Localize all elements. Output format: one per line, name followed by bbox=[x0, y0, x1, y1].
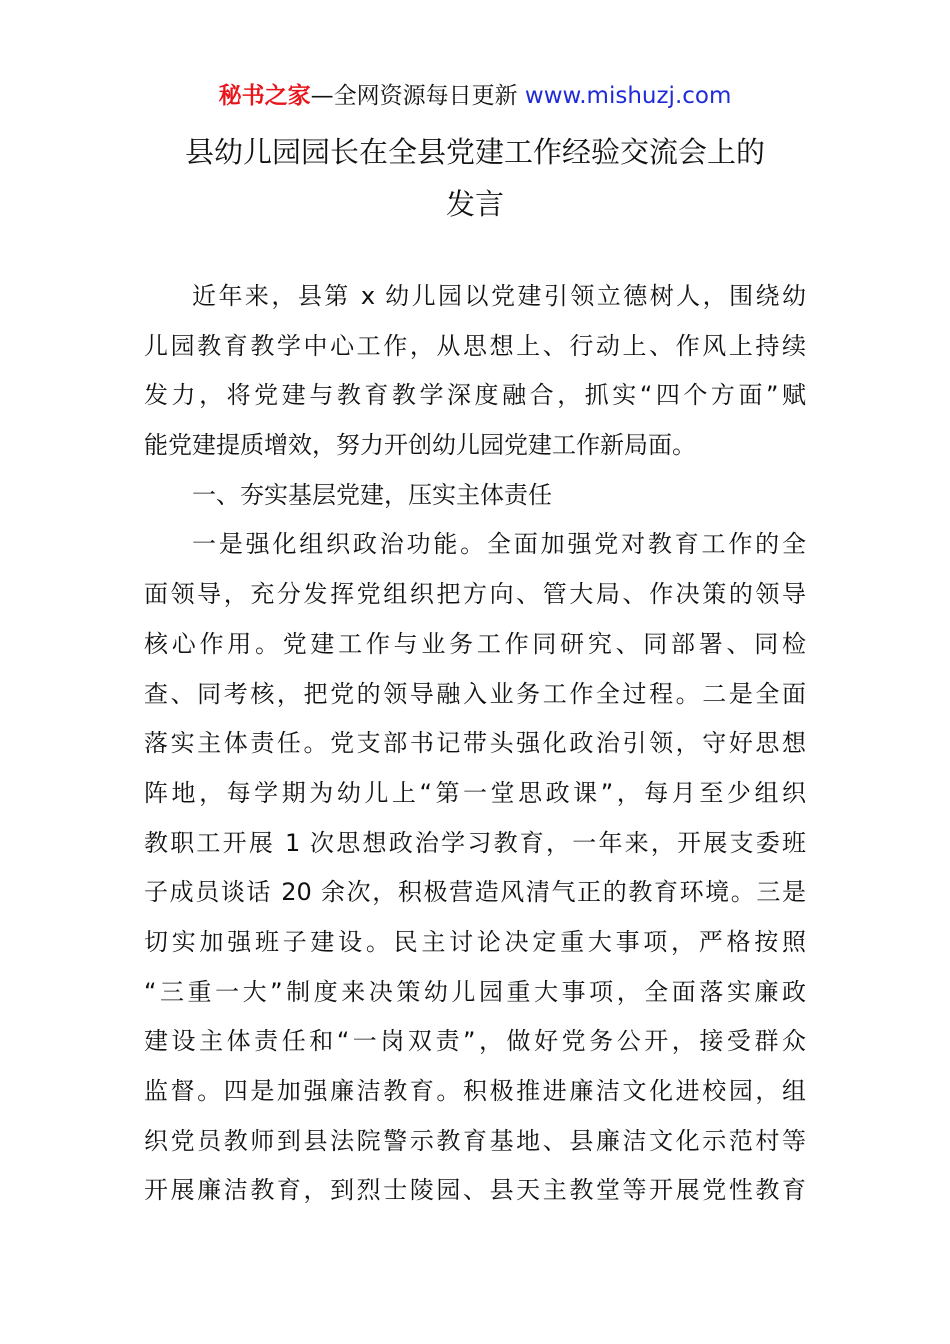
body-line: 教职工开展 1 次思想政治学习教育，一年来，开展支委班 bbox=[144, 828, 806, 857]
body-line: 发力，将党建与教育教学深度融合，抓实“四个方面”赋 bbox=[144, 381, 806, 410]
body-line: 一是强化组织政治功能。全面加强党对教育工作的全 bbox=[192, 530, 806, 559]
document-body bbox=[144, 272, 806, 1216]
body-line: 落实主体责任。党支部书记带头强化政治引领，守好思想 bbox=[144, 729, 806, 758]
body-line: “三重一大”制度来决策幼儿园重大事项，全面落实廉政 bbox=[144, 977, 806, 1006]
body-line: 面领导，充分发挥党组织把方向、管大局、作决策的领导 bbox=[144, 580, 806, 609]
body-line: 儿园教育教学中心工作，从思想上、行动上、作风上持续 bbox=[144, 331, 806, 360]
site-tagline: —全网资源每日更新 bbox=[310, 83, 525, 109]
document-title bbox=[100, 126, 850, 230]
site-brand: 秘书之家 bbox=[218, 83, 311, 109]
section-heading: 一、夯实基层党建，压实主体责任 bbox=[192, 480, 552, 509]
body-line: 建设主体责任和“一岗双责”，做好党务公开，接受群众 bbox=[144, 1027, 806, 1056]
title-line-2: 发言 bbox=[445, 187, 504, 221]
body-line: 核心作用。党建工作与业务工作同研究、同部署、同检 bbox=[144, 629, 806, 658]
body-line: 阵地，每学期为幼儿上“第一堂思政课”，每月至少组织 bbox=[144, 778, 806, 807]
body-line: 织党员教师到县法院警示教育基地、县廉洁文化示范村等 bbox=[144, 1126, 806, 1155]
body-line: 监督。四是加强廉洁教育。积极推进廉洁文化进校园，组 bbox=[144, 1077, 806, 1105]
title-line-1: 县幼儿园园长在全县党建工作经验交流会上的 bbox=[184, 135, 765, 169]
body-line: 查、同考核，把党的领导融入业务工作全过程。二是全面 bbox=[144, 679, 806, 708]
body-line: 能党建提质增效，努力开创幼儿园党建工作新局面。 bbox=[144, 431, 696, 460]
body-line: 开展廉洁教育，到烈士陵园、县天主教堂等开展党性教育 bbox=[144, 1176, 806, 1205]
body-line: 子成员谈话 20 余次，积极营造风清气正的教育环境。三是 bbox=[144, 878, 806, 907]
site-header bbox=[0, 80, 950, 112]
site-url-link[interactable]: www.mishuzj.com bbox=[524, 83, 732, 109]
body-line: 近年来，县第 x 幼儿园以党建引领立德树人，围绕幼 bbox=[192, 282, 806, 310]
body-line: 切实加强班子建设。民主讨论决定重大事项，严格按照 bbox=[144, 927, 806, 956]
